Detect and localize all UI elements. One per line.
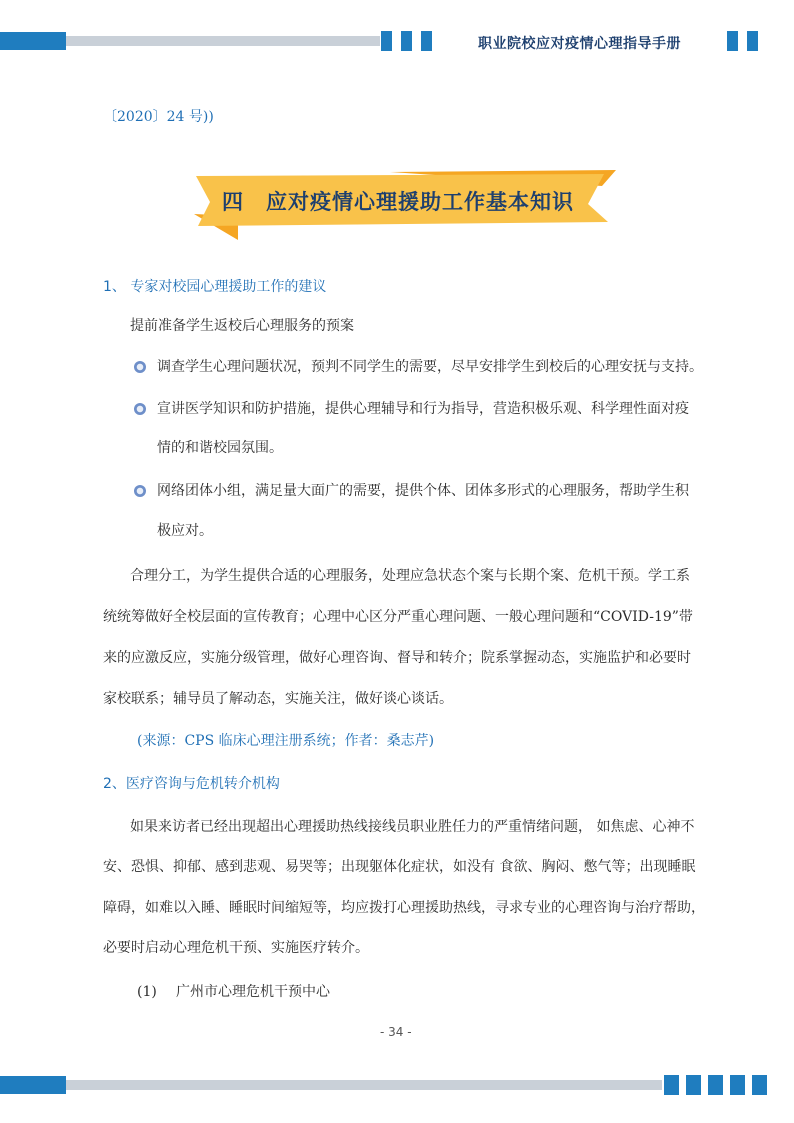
header-block [727,31,738,51]
footer-bar-line [66,1080,662,1090]
header-bar-left [0,32,66,50]
header-block [381,31,392,51]
footer-block [730,1075,745,1095]
header-block [421,31,432,51]
paragraph-line: 障碍，如难以入睡、睡眠时间缩短等，均应拨打心理援助热线，寻求专业的心理咨询与治疗帮助， [103,900,705,916]
footer-block [664,1075,679,1095]
footer-block [752,1075,767,1095]
bullet-icon [134,403,146,415]
bullet-text-cont: 情的和谐校园氛围。 [157,440,283,456]
paragraph-line: 必要时启动心理危机干预、实施医疗转介。 [103,940,369,956]
header-title: 职业院校应对疫情心理指导手册 [478,36,681,52]
page-number: - 34 - [380,1025,412,1039]
bullet-text-cont: 极应对。 [157,523,213,539]
footer-bar-left [0,1076,66,1094]
bullet-icon [134,485,146,497]
bullet-text: 宣讲医学知识和防护措施，提供心理辅导和行为指导，营造积极乐观、科学理性面对疫 [157,401,689,417]
banner-number: 四 [222,190,244,214]
bullet-icon [134,361,146,373]
header-block [747,31,758,51]
subheading: 提前准备学生返校后心理服务的预案 [130,318,354,334]
section-heading-2: 2、医疗咨询与危机转介机构 [103,776,280,792]
section-heading-1: 1、 专家对校园心理援助工作的建议 [103,279,327,295]
source-citation: (来源：CPS 临床心理注册系统；作者：桑志芹) [137,733,435,749]
bullet-text: 调查学生心理问题状况，预判不同学生的需要，尽早安排学生到校后的心理安抚与支持。 [157,359,703,375]
paragraph-line: 家校联系；辅导员了解动态，实施关注，做好谈心谈话。 [103,691,453,707]
bullet-text: 网络团体小组，满足量大面广的需要，提供个体、团体多形式的心理服务，帮助学生积 [157,483,689,499]
footer-block [686,1075,701,1095]
paragraph-line: 来的应激反应，实施分级管理，做好心理咨询、督导和转介；院系掌握动态，实施监护和必要时 [103,650,691,666]
header-block [401,31,412,51]
footer-block [708,1075,723,1095]
list-item-text: 广州市心理危机干预中心 [176,984,330,1000]
top-note: 〔2020〕24 号)) [103,109,214,125]
paragraph-line: 如果来访者已经出现超出心理援助热线接线员职业胜任力的严重情绪问题， 如焦虑、心神不 [130,819,695,835]
paragraph-line: 安、恐惧、抑郁、感到悲观、易哭等；出现躯体化症状，如没有 食欲、胸闷、憋气等；出现睡眠 [103,859,696,875]
banner-title: 应对疫情心理援助工作基本知识 [266,190,574,214]
paragraph-line: 统统筹做好全校层面的宣传教育；心理中心区分严重心理问题、一般心理问题和“COVID-19”带 [103,609,693,625]
header-bar-line [66,36,380,46]
list-item-number: (1) [137,984,157,1000]
paragraph-line: 合理分工，为学生提供合适的心理服务，处理应急状态个案与长期个案、危机干预。学工系 [130,568,690,584]
